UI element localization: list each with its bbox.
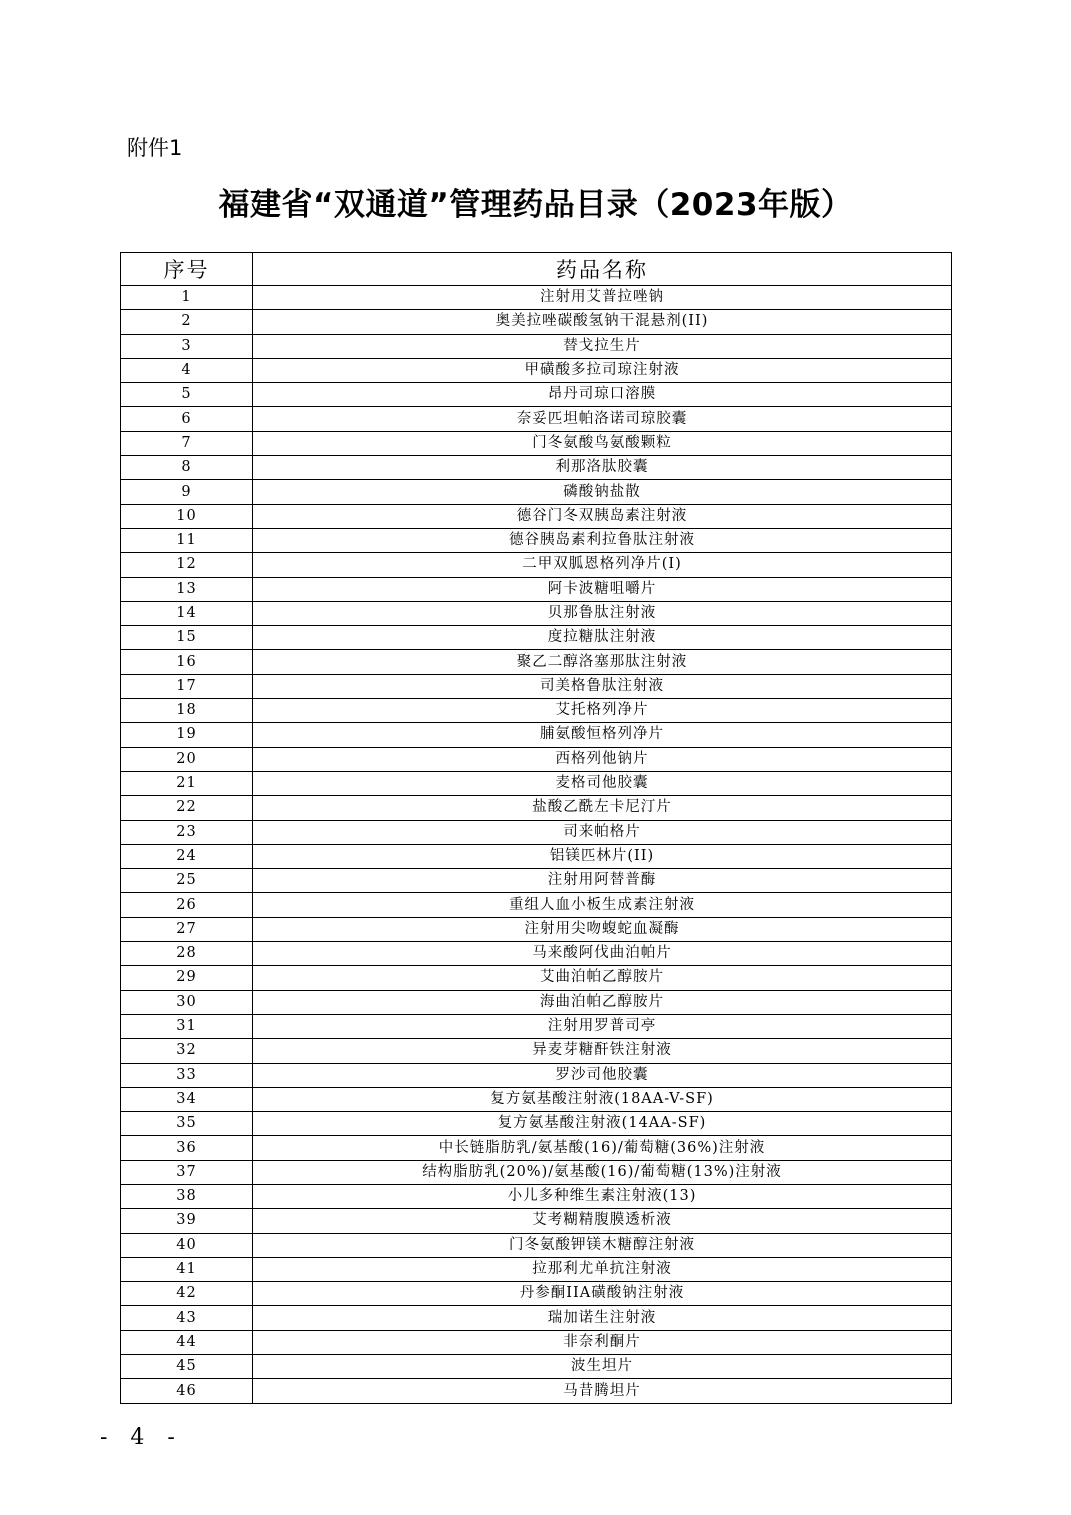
row-drug-name: 利那洛肽胶囊 (253, 456, 952, 480)
table-row (121, 1136, 952, 1160)
table-row (121, 1087, 952, 1111)
row-drug-name: 丹参酮IIA磺酸钠注射液 (253, 1282, 952, 1306)
table-row (121, 626, 952, 650)
row-seq-number: 39 (121, 1209, 253, 1233)
table-row (121, 1379, 952, 1403)
row-seq-number: 25 (121, 869, 253, 893)
row-drug-name: 脯氨酸恒格列净片 (253, 723, 952, 747)
row-seq-number: 6 (121, 407, 253, 431)
row-drug-name: 甲磺酸多拉司琼注射液 (253, 358, 952, 382)
table-row (121, 334, 952, 358)
row-seq-number: 35 (121, 1112, 253, 1136)
row-seq-number: 33 (121, 1063, 253, 1087)
row-seq-number: 16 (121, 650, 253, 674)
row-drug-name: 司美格鲁肽注射液 (253, 674, 952, 698)
row-drug-name: 瑞加诺生注射液 (253, 1306, 952, 1330)
table-row (121, 869, 952, 893)
row-drug-name: 聚乙二醇洛塞那肽注射液 (253, 650, 952, 674)
row-drug-name: 复方氨基酸注射液(18AA-V-SF) (253, 1087, 952, 1111)
table-row (121, 310, 952, 334)
table-row (121, 1306, 952, 1330)
row-drug-name: 阿卡波糖咀嚼片 (253, 577, 952, 601)
row-drug-name: 德谷门冬双胰岛素注射液 (253, 504, 952, 528)
row-seq-number: 10 (121, 504, 253, 528)
table-row (121, 504, 952, 528)
row-drug-name: 奥美拉唑碳酸氢钠干混悬剂(II) (253, 310, 952, 334)
row-seq-number: 23 (121, 820, 253, 844)
row-drug-name: 德谷胰岛素利拉鲁肽注射液 (253, 528, 952, 552)
row-seq-number: 8 (121, 456, 253, 480)
row-drug-name: 贝那鲁肽注射液 (253, 601, 952, 625)
row-seq-number: 13 (121, 577, 253, 601)
row-seq-number: 44 (121, 1330, 253, 1354)
row-seq-number: 43 (121, 1306, 253, 1330)
row-drug-name: 艾托格列净片 (253, 699, 952, 723)
table-row (121, 844, 952, 868)
table-row (121, 601, 952, 625)
row-seq-number: 34 (121, 1087, 253, 1111)
row-drug-name: 磷酸钠盐散 (253, 480, 952, 504)
row-drug-name: 拉那利尤单抗注射液 (253, 1257, 952, 1281)
column-header-seq: 序号 (121, 253, 253, 286)
table-row (121, 1014, 952, 1038)
table-row (121, 456, 952, 480)
row-seq-number: 19 (121, 723, 253, 747)
row-seq-number: 45 (121, 1355, 253, 1379)
table-row (121, 990, 952, 1014)
table-row (121, 407, 952, 431)
table-row (121, 431, 952, 455)
table-row (121, 747, 952, 771)
row-seq-number: 1 (121, 286, 253, 310)
row-seq-number: 32 (121, 1039, 253, 1063)
row-seq-number: 17 (121, 674, 253, 698)
table-row (121, 1039, 952, 1063)
table-row (121, 286, 952, 310)
row-drug-name: 注射用艾普拉唑钠 (253, 286, 952, 310)
row-drug-name: 罗沙司他胶囊 (253, 1063, 952, 1087)
attachment-label: 附件1 (127, 136, 183, 160)
row-seq-number: 40 (121, 1233, 253, 1257)
row-seq-number: 11 (121, 528, 253, 552)
table-row (121, 1282, 952, 1306)
table-row (121, 528, 952, 552)
row-seq-number: 14 (121, 601, 253, 625)
row-drug-name: 铝镁匹林片(II) (253, 844, 952, 868)
row-drug-name: 马来酸阿伐曲泊帕片 (253, 942, 952, 966)
row-seq-number: 27 (121, 917, 253, 941)
row-drug-name: 注射用阿替普酶 (253, 869, 952, 893)
table-row (121, 1355, 952, 1379)
row-seq-number: 41 (121, 1257, 253, 1281)
row-drug-name: 门冬氨酸钾镁木糖醇注射液 (253, 1233, 952, 1257)
table-row (121, 1184, 952, 1208)
row-drug-name: 昂丹司琼口溶膜 (253, 383, 952, 407)
row-drug-name: 复方氨基酸注射液(14AA-SF) (253, 1112, 952, 1136)
table-row (121, 796, 952, 820)
row-drug-name: 波生坦片 (253, 1355, 952, 1379)
row-seq-number: 3 (121, 334, 253, 358)
row-seq-number: 31 (121, 1014, 253, 1038)
table-row (121, 1063, 952, 1087)
row-drug-name: 替戈拉生片 (253, 334, 952, 358)
row-drug-name: 马昔腾坦片 (253, 1379, 952, 1403)
table-row (121, 553, 952, 577)
page-number: - 4 - (100, 1425, 183, 1450)
row-seq-number: 21 (121, 771, 253, 795)
row-seq-number: 9 (121, 480, 253, 504)
table-row (121, 1160, 952, 1184)
row-drug-name: 异麦芽糖酐铁注射液 (253, 1039, 952, 1063)
row-seq-number: 37 (121, 1160, 253, 1184)
row-drug-name: 西格列他钠片 (253, 747, 952, 771)
document-title: 福建省“双通道”管理药品目录（2023年版） (218, 187, 853, 223)
row-drug-name: 注射用尖吻蝮蛇血凝酶 (253, 917, 952, 941)
row-seq-number: 30 (121, 990, 253, 1014)
row-seq-number: 36 (121, 1136, 253, 1160)
row-seq-number: 5 (121, 383, 253, 407)
row-seq-number: 28 (121, 942, 253, 966)
table-row (121, 674, 952, 698)
table-row (121, 358, 952, 382)
row-drug-name: 盐酸乙酰左卡尼汀片 (253, 796, 952, 820)
table-row (121, 1112, 952, 1136)
row-seq-number: 4 (121, 358, 253, 382)
row-seq-number: 38 (121, 1184, 253, 1208)
table-row (121, 577, 952, 601)
row-seq-number: 46 (121, 1379, 253, 1403)
row-seq-number: 15 (121, 626, 253, 650)
row-drug-name: 艾曲泊帕乙醇胺片 (253, 966, 952, 990)
row-seq-number: 26 (121, 893, 253, 917)
row-drug-name: 艾考糊精腹膜透析液 (253, 1209, 952, 1233)
row-seq-number: 22 (121, 796, 253, 820)
table-row (121, 650, 952, 674)
table-row (121, 1233, 952, 1257)
table-row (121, 699, 952, 723)
row-seq-number: 29 (121, 966, 253, 990)
row-drug-name: 二甲双胍恩格列净片(I) (253, 553, 952, 577)
row-drug-name: 结构脂肪乳(20%)/氨基酸(16)/葡萄糖(13%)注射液 (253, 1160, 952, 1184)
row-drug-name: 麦格司他胶囊 (253, 771, 952, 795)
table-row (121, 723, 952, 747)
row-drug-name: 海曲泊帕乙醇胺片 (253, 990, 952, 1014)
row-drug-name: 奈妥匹坦帕洛诺司琼胶囊 (253, 407, 952, 431)
row-drug-name: 注射用罗普司亭 (253, 1014, 952, 1038)
table-row (121, 1209, 952, 1233)
table-body (121, 286, 952, 1404)
row-seq-number: 7 (121, 431, 253, 455)
row-drug-name: 司来帕格片 (253, 820, 952, 844)
row-drug-name: 小儿多种维生素注射液(13) (253, 1184, 952, 1208)
row-seq-number: 12 (121, 553, 253, 577)
row-seq-number: 42 (121, 1282, 253, 1306)
column-header-drug-name: 药品名称 (253, 253, 952, 286)
table-row (121, 480, 952, 504)
table-row (121, 383, 952, 407)
table-header-row (121, 253, 952, 286)
table-row (121, 917, 952, 941)
row-seq-number: 20 (121, 747, 253, 771)
row-drug-name: 门冬氨酸鸟氨酸颗粒 (253, 431, 952, 455)
drug-list-table (120, 252, 952, 1404)
table-row (121, 966, 952, 990)
table-row (121, 771, 952, 795)
table-row (121, 1257, 952, 1281)
row-drug-name: 重组人血小板生成素注射液 (253, 893, 952, 917)
row-seq-number: 24 (121, 844, 253, 868)
row-drug-name: 非奈利酮片 (253, 1330, 952, 1354)
table-row (121, 820, 952, 844)
row-drug-name: 中长链脂肪乳/氨基酸(16)/葡萄糖(36%)注射液 (253, 1136, 952, 1160)
row-seq-number: 2 (121, 310, 253, 334)
table-row (121, 893, 952, 917)
table-row (121, 1330, 952, 1354)
row-drug-name: 度拉糖肽注射液 (253, 626, 952, 650)
row-seq-number: 18 (121, 699, 253, 723)
table-row (121, 942, 952, 966)
